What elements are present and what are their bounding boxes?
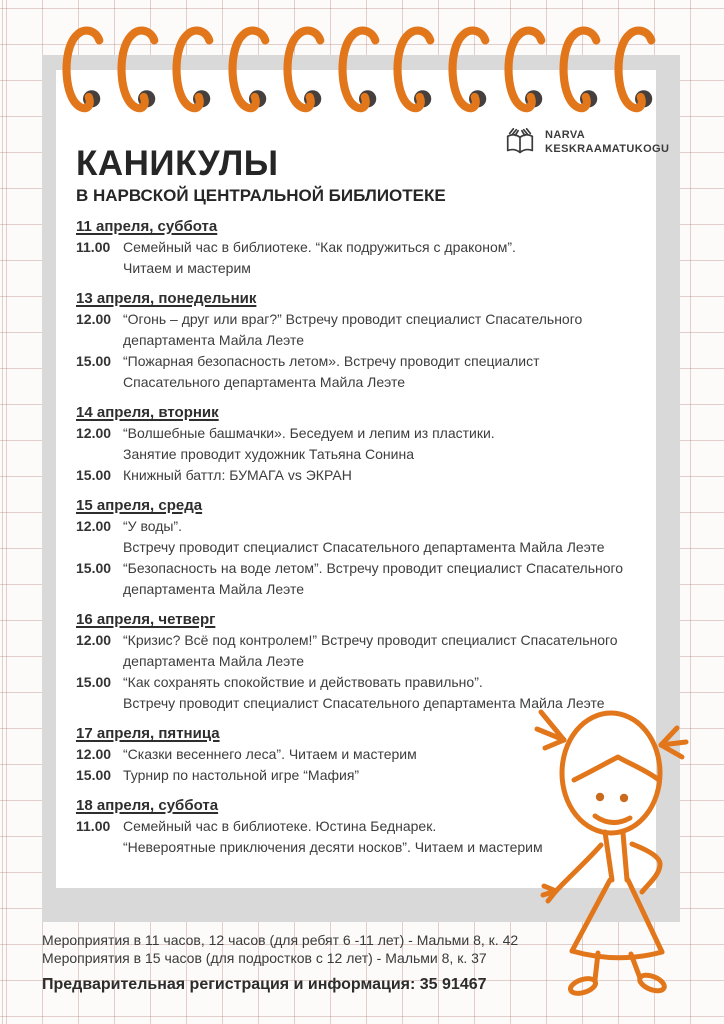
spiral-binding-icon [281, 26, 327, 118]
event-text: департамента Майла Леэте [123, 332, 305, 348]
date-header: 14 апреля, вторник [76, 404, 219, 421]
spiral-binding-icon [557, 26, 603, 118]
event-time: 12.00 [76, 746, 112, 762]
logo-line1: NARVA [545, 129, 586, 141]
event-time [76, 444, 123, 465]
date-header: 15 апреля, среда [76, 497, 203, 514]
event-time: 15.00 [76, 353, 112, 369]
event-time: 12.00 [76, 311, 112, 327]
event-time: 15.00 [76, 767, 112, 783]
event-text: “Кризис? Всё под контролем!” Встречу проводит специалист Спасательного [123, 632, 618, 648]
event-text: Семейный час в библиотеке. “Как подружиться с драконом”. [123, 239, 516, 255]
event-row [76, 444, 636, 465]
event-row [76, 258, 636, 279]
schedule-section [76, 496, 636, 600]
event-row [76, 516, 636, 537]
event-row [76, 672, 636, 693]
event-text: Читаем и мастерим [123, 260, 251, 276]
event-text: Спасательного департамента Майла Леэте [123, 374, 406, 390]
spiral-binding-icon [115, 26, 161, 118]
logo-line2: KESKRAAMATUKOGU [545, 143, 670, 155]
event-text: Встречу проводит специалист Спасательного департамента Майла Леэте [123, 539, 605, 555]
footer-line1: Мероприятия в 11 часов, 12 часов (для ребят 6 -11 лет) - Мальми 8, к. 42 [42, 932, 519, 948]
event-text: департамента Майла Леэте [123, 653, 305, 669]
event-text: “Огонь – друг или враг?” Встречу проводит специалист Спасательного [123, 311, 583, 327]
event-text: Встречу проводит специалист Спасательного департамента Майла Леэте [123, 695, 605, 711]
event-time: 11.00 [76, 818, 111, 834]
event-time: 15.00 [76, 674, 112, 690]
date-header: 11 апреля, суббота [76, 218, 218, 235]
event-text: Турнир по настольной игре “Мафия” [123, 767, 360, 783]
open-book-icon [503, 124, 537, 160]
spiral-binding [60, 26, 658, 118]
event-text: “Безопасность на воде летом”. Встречу проводит специалист Спасательного [123, 560, 624, 576]
date-header: 13 апреля, понедельник [76, 290, 257, 307]
event-time: 15.00 [76, 560, 112, 576]
schedule-section [76, 403, 636, 486]
event-time [76, 537, 123, 558]
event-time: 12.00 [76, 425, 112, 441]
event-row [76, 579, 636, 600]
event-time: 12.00 [76, 632, 112, 648]
event-text: “У воды”. [123, 518, 182, 534]
event-row [76, 372, 636, 393]
event-text: “Пожарная безопасность летом». Встречу проводит специалист [123, 353, 540, 369]
schedule-section [76, 217, 636, 279]
event-time [76, 258, 123, 279]
spiral-binding-icon [612, 26, 658, 118]
event-text: департамента Майла Леэте [123, 581, 305, 597]
event-row [76, 309, 636, 330]
girl-doodle-illustration [528, 700, 724, 1014]
page-title: КАНИКУЛЫ [76, 144, 279, 183]
spiral-binding-icon [60, 26, 106, 118]
event-text: “Сказки весеннего леса”. Читаем и мастерим [123, 746, 417, 762]
event-text: “Как сохранять спокойствие и действовать правильно”. [123, 674, 483, 690]
event-time [76, 651, 123, 672]
schedule-section [76, 610, 636, 714]
event-row [76, 465, 636, 486]
event-time [76, 693, 123, 714]
library-logo [503, 124, 669, 160]
page-subtitle: В НАРВСКОЙ ЦЕНТРАЛЬНОЙ БИБЛИОТЕКЕ [76, 186, 446, 205]
logo-text [545, 128, 669, 156]
spiral-binding-icon [336, 26, 382, 118]
event-row [76, 651, 636, 672]
event-text: Занятие проводит художник Татьяна Сонина [123, 446, 414, 462]
footer-line2: Мероприятия в 15 часов (для подростков с 12 лет) - Мальми 8, к. 37 [42, 950, 487, 966]
event-time: 12.00 [76, 518, 112, 534]
date-header: 18 апреля, суббота [76, 797, 219, 814]
event-text: “Невероятные приключения десяти носков”. Читаем и мастерим [123, 839, 543, 855]
event-time [76, 372, 123, 393]
event-time [76, 579, 123, 600]
spiral-binding-icon [446, 26, 492, 118]
event-row [76, 558, 636, 579]
registration-info: Предварительная регистрация и информация: 35 91467 [42, 976, 487, 993]
event-row [76, 630, 636, 651]
event-row [76, 330, 636, 351]
event-row [76, 237, 636, 258]
event-time [76, 837, 123, 858]
spiral-binding-icon [502, 26, 548, 118]
event-time: 11.00 [76, 239, 111, 255]
date-header: 17 апреля, пятница [76, 725, 220, 742]
event-text: Книжный баттл: БУМАГА vs ЭКРАН [123, 467, 352, 483]
event-row [76, 423, 636, 444]
event-text: Семейный час в библиотеке. Юстина Беднарек. [123, 818, 437, 834]
event-time: 15.00 [76, 467, 112, 483]
event-time [76, 330, 123, 351]
footer-info [42, 931, 518, 994]
event-text: “Волшебные башмачки». Беседуем и лепим из пластики. [123, 425, 495, 441]
schedule-section [76, 289, 636, 393]
spiral-binding-icon [391, 26, 437, 118]
spiral-binding-icon [170, 26, 216, 118]
event-row [76, 351, 636, 372]
spiral-binding-icon [226, 26, 272, 118]
date-header: 16 апреля, четверг [76, 611, 216, 628]
event-row [76, 537, 636, 558]
